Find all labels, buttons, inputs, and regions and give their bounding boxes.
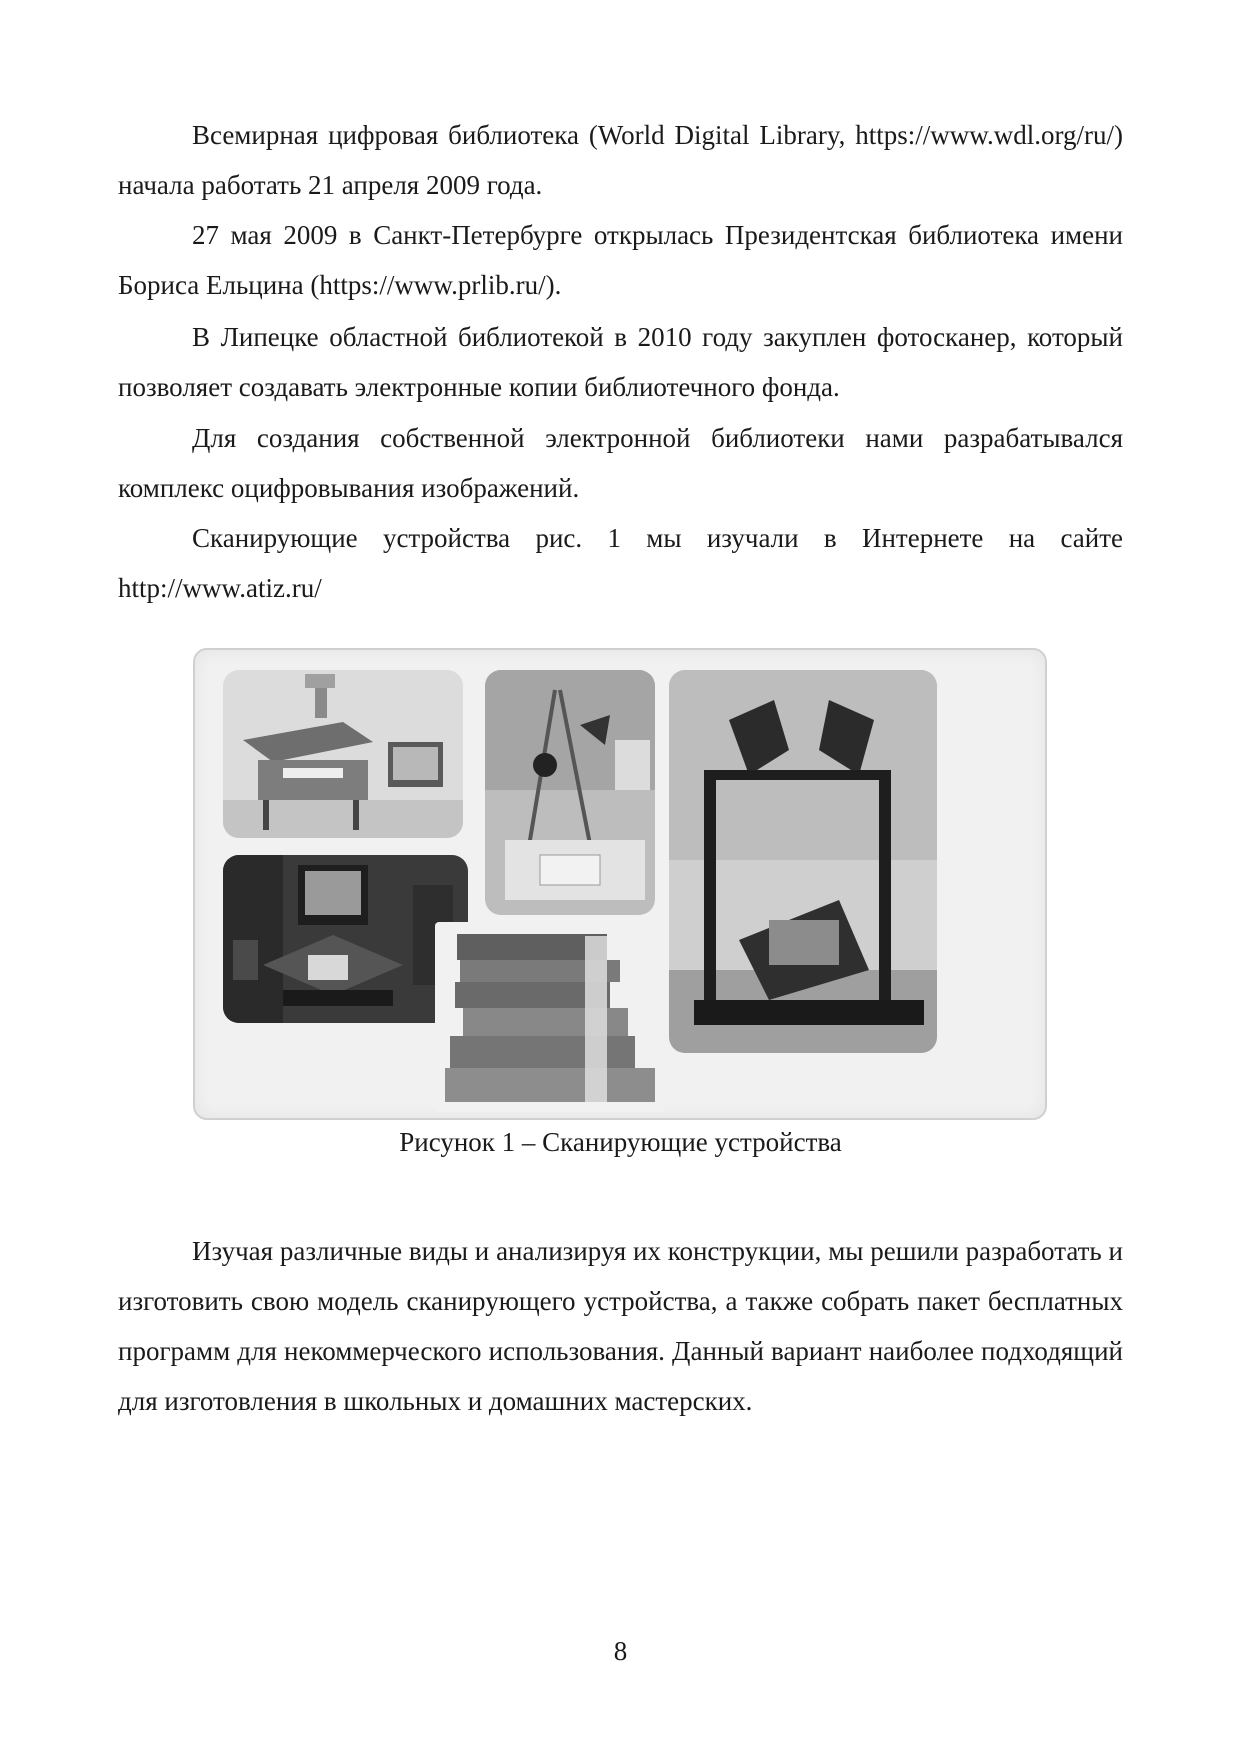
paragraph-prlib: 27 мая 2009 в Санкт-Петербурге открылась Президентская библиотека имени Бориса Ельцина (https://www.prlib.ru/). [118,220,1123,300]
paragraph-conclusion: Изучая различные виды и анализируя их конструкции, мы решили разработать и изготовить свою модель сканирующего устройства, а также собрать пакет бесплатных программ для некоммерческого использования. Данный вариант наиболее подходящий для изготовления в школьных и домашних мастерских. [118,1236,1123,1416]
photo-overhead-scanner [223,670,463,838]
photo-book-scanner [669,670,937,1053]
figure-caption: Рисунок 1 – Сканирующие устройства [399,1127,842,1157]
paragraph-wdl: Всемирная цифровая библиотека (World Digital Library, https://www.wdl.org/ru/) начала работать 21 апреля 2009 года. [118,120,1123,200]
scanner-figure [193,648,1047,1120]
paragraph-lipetsk: В Липецке областной библиотекой в 2010 году закуплен фотосканер, который позволяет создавать электронные копии библиотечного фонда. [118,322,1123,402]
page-number: 8 [613,1636,628,1666]
photo-tripod-scanner [485,670,655,915]
photo-scanner-workstation [223,855,468,1023]
paragraph-scanners-text: Сканирующие устройства рис. 1 мы изучали в Интернете на сайте [192,523,1123,553]
atiz-link: http://www.atiz.ru/ [118,573,322,603]
paragraph-digitization: Для создания собственной электронной библиотеки нами разрабатывался комплекс оцифровывания изображений. [118,423,1123,503]
photo-book-stack [435,922,665,1112]
paragraph-scanners [118,513,1123,613]
